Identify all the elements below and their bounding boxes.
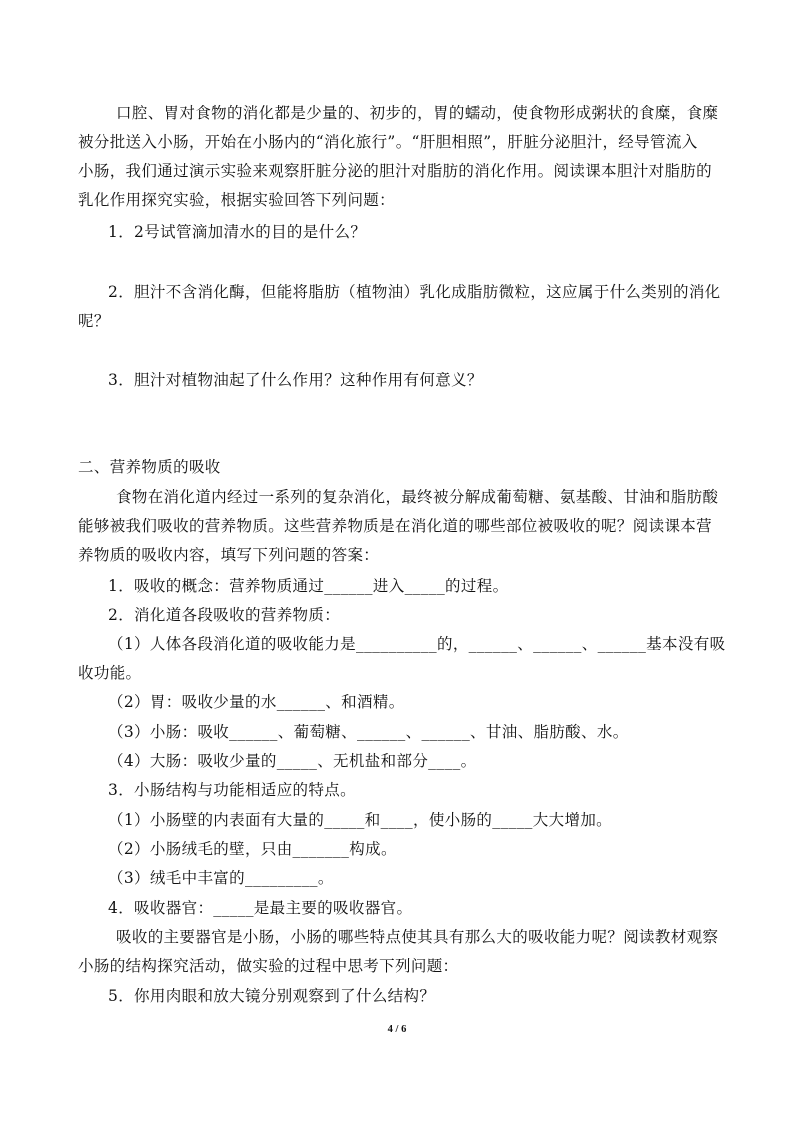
section-para2-line-1: 吸收的主要器官是小肠，小肠的哪些特点使其具有那么大的吸收能力呢？阅读教材观察 xyxy=(116,928,719,946)
intro-line-1: 口腔、胃对食物的消化都是少量的、初步的，胃的蠕动，使食物形成粥状的食糜，食糜 xyxy=(116,104,719,122)
intro-line-2: 被分批送入小肠，开始在小肠内的“消化旅行”。“肝胆相照”，肝脏分泌胆汁，经导管流入 xyxy=(78,133,698,151)
question-2-line-2: 呢？ xyxy=(78,312,110,330)
item-5: 5．你用肉眼和放大镜分别观察到了什么结构？ xyxy=(108,987,436,1005)
item-3-1: （1）小肠壁的内表面有大量的_____和____，使小肠的_____大大增加。 xyxy=(108,811,613,829)
item-2-1-line-1: （1）人体各段消化道的吸收能力是__________的，______、______、______基本没有吸 xyxy=(108,635,726,653)
section-para-line-3: 养物质的吸收内容，填写下列问题的答案： xyxy=(78,546,380,564)
item-1: 1．吸收的概念：营养物质通过______进入_____的过程。 xyxy=(108,577,509,595)
page-number: 4 / 6 xyxy=(387,1024,407,1035)
question-3: 3．胆汁对植物油起了什么作用？这种作用有何意义？ xyxy=(108,371,483,389)
item-4: 4．吸收器官：_____是最主要的吸收器官。 xyxy=(108,899,413,917)
question-2-line-1: 2．胆汁不含消化酶，但能将脂肪（植物油）乳化成脂肪微粒，这应属于什么类别的消化 xyxy=(108,283,721,301)
item-2-1-line-2: 收功能。 xyxy=(78,664,142,682)
section-para2-line-2: 小肠的结构探究活动，做实验的过程中思考下列问题： xyxy=(78,957,459,975)
intro-line-4: 乳化作用探究实验，根据实验回答下列问题： xyxy=(78,191,396,209)
question-1: 1．2号试管滴加清水的目的是什么？ xyxy=(108,223,367,241)
intro-line-3: 小肠，我们通过演示实验来观察肝脏分泌的胆汁对脂肪的消化作用。阅读课本胆汁对脂肪的 xyxy=(78,162,713,180)
section-para-line-1: 食物在消化道内经过一系列的复杂消化，最终被分解成葡萄糖、氨基酸、甘油和脂肪酸 xyxy=(116,488,719,506)
section-para-line-2: 能够被我们吸收的营养物质。这些营养物质是在消化道的哪些部位被吸收的呢？阅读课本营 xyxy=(78,517,713,535)
item-2: 2．消化道各段吸收的营养物质： xyxy=(108,606,341,624)
item-2-3: （3）小肠：吸收______、葡萄糖、______、______、甘油、脂肪酸、水。 xyxy=(108,723,629,741)
item-3: 3．小肠结构与功能相适应的特点。 xyxy=(108,781,356,799)
item-2-4: （4）大肠：吸收少量的_____、无机盐和部分____。 xyxy=(108,752,477,770)
item-2-2: （2）胃：吸收少量的水______、和酒精。 xyxy=(108,693,405,711)
item-3-2: （2）小肠绒毛的壁，只由_______构成。 xyxy=(108,840,397,858)
item-3-3: （3）绒毛中丰富的_________。 xyxy=(108,869,334,887)
section-heading: 二、营养物质的吸收 xyxy=(78,458,221,476)
